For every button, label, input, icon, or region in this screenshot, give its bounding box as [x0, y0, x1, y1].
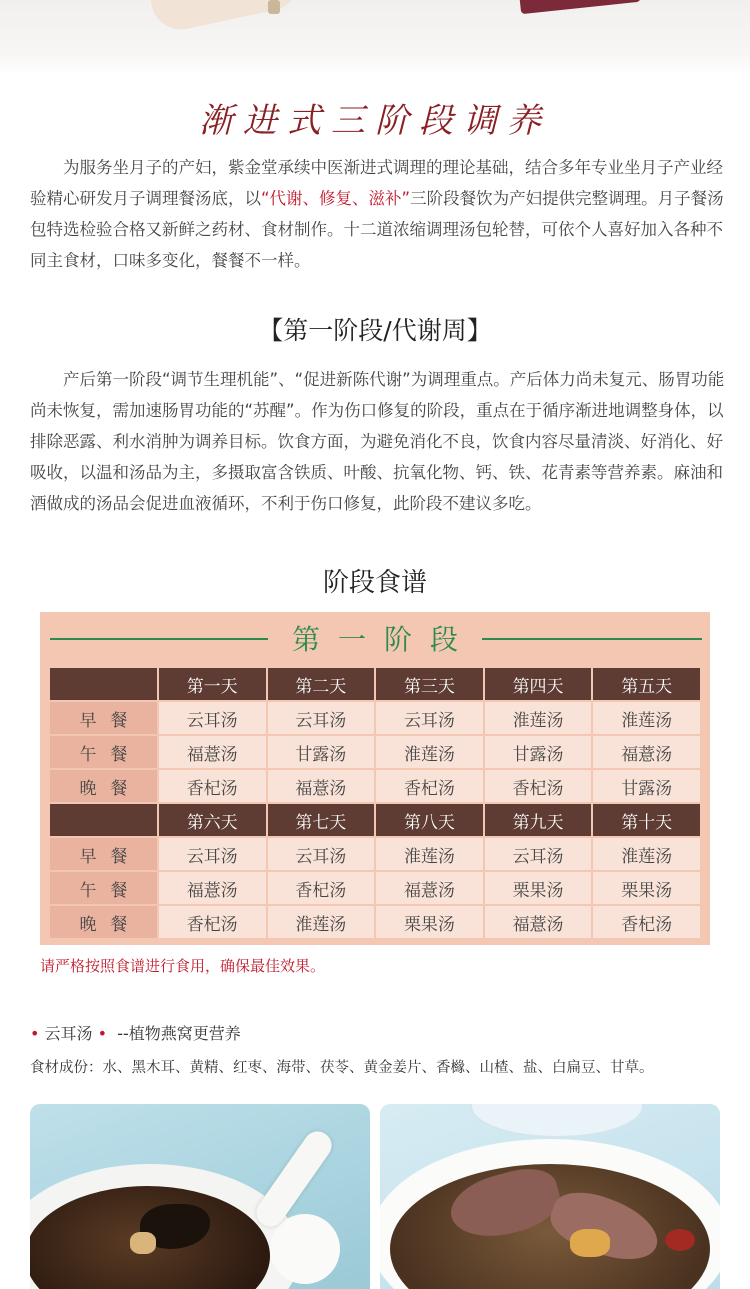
table-row — [49, 871, 701, 905]
soup-photo — [380, 1104, 720, 1289]
soup-cell: 淮莲汤 — [484, 701, 593, 735]
day-header-cell: 第九天 — [484, 803, 593, 837]
day-header-cell: 第七天 — [267, 803, 376, 837]
table-header-row — [49, 803, 701, 837]
soup-cell: 云耳汤 — [267, 837, 376, 871]
usage-note: 请严格按照食谱进行食用，确保最佳效果。 — [40, 957, 326, 975]
saucer — [470, 1104, 644, 1138]
table-row — [49, 769, 701, 803]
soup-cell: 云耳汤 — [375, 701, 484, 735]
meal-label-cell: 午餐 — [49, 735, 158, 769]
stage-paragraph: 产后第一阶段“调节生理机能”、“促进新陈代谢”为调理重点。产后体力尚未复元、肠胃功能尚未恢复，需加速肠胃功能的“苏醒”。作为伤口修复的阶段，重点在于循序渐进地调整身体，以排除恶露、利水消肿为调养目标。饮食方面，为避免消化不良，饮食内容尽量清淡、好消化、好吸收，以温和汤品为主，多摄取富含铁质、叶酸、抗氧化物、钙、铁、花青素等营养素。麻油和酒做成的汤品会促进血液循环，不利于伤口修复，此阶段不建议多吃。 — [30, 370, 725, 513]
stage-title: 【第一阶段/代谢周】 — [258, 316, 492, 345]
soup-cell: 栗果汤 — [592, 871, 701, 905]
ring-illustration — [268, 0, 280, 14]
meal-label-cell: 早餐 — [49, 701, 158, 735]
soup-cell: 淮莲汤 — [375, 837, 484, 871]
soup-cell: 云耳汤 — [158, 701, 267, 735]
soup-cell: 香杞汤 — [592, 905, 701, 939]
red-date — [665, 1229, 695, 1251]
soup-cell: 淮莲汤 — [592, 701, 701, 735]
intro-paragraph — [30, 152, 725, 276]
soup-tagline: --植物燕窝更营养 — [117, 1024, 241, 1043]
soup-cell: 香杞汤 — [484, 769, 593, 803]
intro-text: 为服务坐月子的产妇，紫金堂承续中医渐进式调理的理论基础，结合多年专业坐月子产业经验精心研发月子调理餐汤底，以 — [30, 158, 723, 208]
soup-cell: 淮莲汤 — [267, 905, 376, 939]
day-header-cell: 第五天 — [592, 667, 701, 701]
divider-line — [50, 638, 268, 640]
table-row — [49, 905, 701, 939]
table-row — [49, 837, 701, 871]
soup-cell: 栗果汤 — [484, 871, 593, 905]
page-title: 渐进式三阶段调养 — [199, 101, 551, 141]
soup-cell: 栗果汤 — [375, 905, 484, 939]
soup-cell: 甘露汤 — [484, 735, 593, 769]
recipe-title: 阶段食谱 — [322, 568, 427, 598]
hand-illustration — [145, 0, 304, 35]
day-header-cell: 第六天 — [158, 803, 267, 837]
soup-name: 云耳汤 — [44, 1024, 93, 1043]
cloth-illustration — [519, 0, 640, 14]
intro-highlight: “代谢、修复、滋补” — [261, 189, 411, 208]
soup-cell: 淮莲汤 — [375, 735, 484, 769]
table-header-row — [49, 667, 701, 701]
soup-cell: 云耳汤 — [158, 837, 267, 871]
day-header-cell: 第一天 — [158, 667, 267, 701]
day-header-cell: 第四天 — [484, 667, 593, 701]
day-header-cell: 第八天 — [375, 803, 484, 837]
soup-cell: 甘露汤 — [592, 769, 701, 803]
soup-photo — [30, 1104, 370, 1289]
ginger-slice — [570, 1229, 610, 1257]
spoon-head — [270, 1214, 340, 1284]
soup-ingredients: 食材成份：水、黑木耳、黄精、红枣、海带、茯苓、黄金姜片、香櫞、山楂、盐、白扁豆、甘草。 — [30, 1060, 654, 1076]
header-blank-cell — [49, 803, 158, 837]
soup-cell: 香杞汤 — [158, 905, 267, 939]
soup-cell: 香杞汤 — [375, 769, 484, 803]
soup-cell: 福薏汤 — [267, 769, 376, 803]
soup-cell: 香杞汤 — [267, 871, 376, 905]
meal-schedule-panel — [40, 612, 710, 945]
soup-cell: 福薏汤 — [158, 871, 267, 905]
soup-cell: 福薏汤 — [158, 735, 267, 769]
table-row — [49, 701, 701, 735]
soup-cell: 云耳汤 — [267, 701, 376, 735]
hero-image — [0, 0, 750, 75]
soup-heading — [30, 1021, 241, 1044]
meal-label-cell: 早餐 — [49, 837, 158, 871]
day-header-cell: 第十天 — [592, 803, 701, 837]
meal-schedule-table — [48, 666, 702, 940]
day-header-cell: 第二天 — [267, 667, 376, 701]
soup-cell: 福薏汤 — [484, 905, 593, 939]
divider-line — [482, 638, 702, 640]
intro-text-rest: 三阶段餐饮为产妇提供完整调理。月子餐汤包特选检验合格又新鲜之药材、食材制作。十二道浓缩调理汤包轮替，可依个人喜好加入各种不同主食材，口味多变化，餐餐不一样。 — [30, 189, 724, 270]
soup-cell: 福薏汤 — [592, 735, 701, 769]
header-blank-cell — [49, 667, 158, 701]
bullet-dot-icon: • — [97, 1024, 108, 1043]
meal-label-cell: 晚餐 — [49, 905, 158, 939]
bullet-dot-icon: • — [30, 1024, 40, 1043]
meal-label-cell: 午餐 — [49, 871, 158, 905]
soup-cell: 香杞汤 — [158, 769, 267, 803]
soup-cell: 淮莲汤 — [592, 837, 701, 871]
schedule-banner-title: 第一阶段 — [291, 623, 476, 656]
meal-label-cell: 晚餐 — [49, 769, 158, 803]
soup-cell: 云耳汤 — [484, 837, 593, 871]
soup-cell: 福薏汤 — [375, 871, 484, 905]
table-row — [49, 735, 701, 769]
ginger-slice — [130, 1232, 156, 1254]
soup-cell: 甘露汤 — [267, 735, 376, 769]
day-header-cell: 第三天 — [375, 667, 484, 701]
schedule-banner — [40, 612, 710, 664]
